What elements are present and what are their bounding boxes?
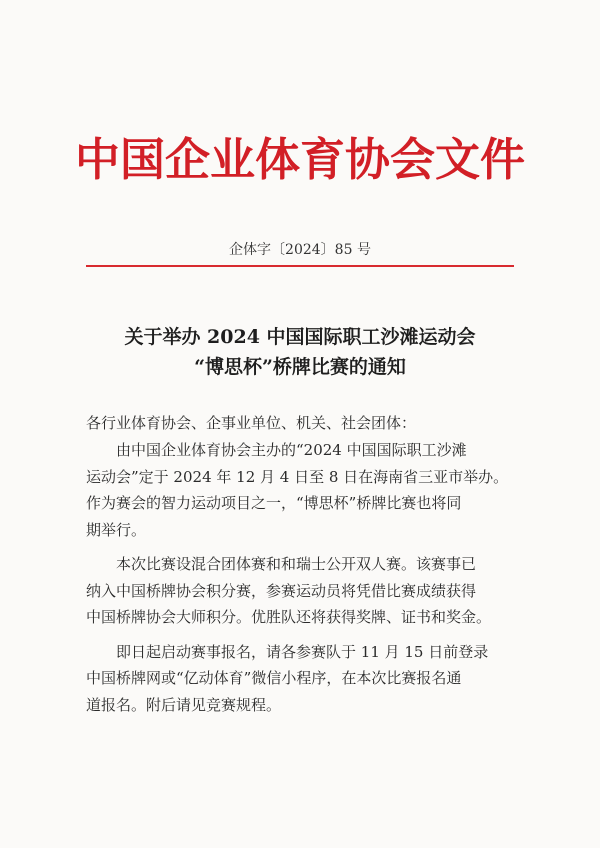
red-divider-line: [86, 265, 514, 267]
notice-title: [0, 322, 600, 382]
notice-title-line-1: 关于举办 2024 中国国际职工沙滩运动会: [124, 326, 476, 348]
paragraph-line: 本次比赛设混合团体赛和和瑞士公开双人赛。该赛事已: [86, 555, 477, 573]
paragraph-line: 纳入中国桥牌协会积分赛，参赛运动员将凭借比赛成绩获得: [86, 581, 477, 600]
paragraph-line: 由中国企业体育协会主办的“2024 中国国际职工沙滩: [86, 441, 467, 459]
paragraph-line: 中国桥牌网或“亿动体育”微信小程序，在本次比赛报名通: [86, 669, 462, 687]
paragraph-line: 即日起启动赛事报名，请各参赛队于 11 月 15 日前登录: [86, 642, 489, 661]
notice-title-line-2: “博思杯”桥牌比赛的通知: [194, 356, 406, 378]
paragraph-line: 运动会”定于 2024 年 12 月 4 日至 8 日在海南省三亚市举办。: [86, 467, 509, 486]
notice-body: [86, 437, 526, 726]
paragraph-line: 道报名。附后请见竞赛规程。: [86, 695, 282, 714]
paragraph-line: 中国桥牌协会大师积分。优胜队还将获得奖牌、证书和奖金。: [86, 608, 492, 626]
document-header-title: 中国企业体育协会文件: [74, 133, 525, 186]
salutation: 各行业体育协会、企事业单位、机关、社会团体：: [86, 414, 417, 432]
paragraph-line: 期举行。: [86, 520, 147, 539]
paragraph-1: [86, 437, 526, 543]
paragraph-line: 作为赛会的智力运动项目之一，“博思杯”桥牌比赛也将同: [86, 494, 462, 512]
paragraph-3: [86, 639, 526, 719]
document-number: 企体字〔2024〕85 号: [229, 242, 371, 258]
paragraph-2: [86, 551, 526, 631]
